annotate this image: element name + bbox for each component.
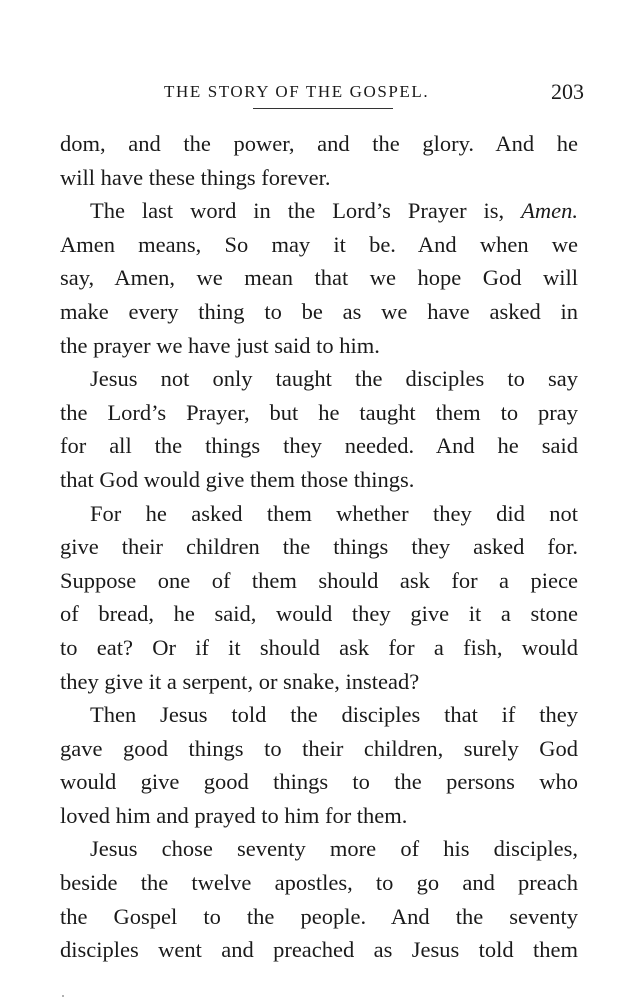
- paragraph: [60, 194, 578, 362]
- text-line: Jesus chose seventy more of his disciples,: [90, 836, 578, 862]
- text-line: would give good things to the persons who: [60, 769, 578, 795]
- text-line-start: The last word in the Lord’s Prayer is,: [90, 198, 522, 224]
- paragraph: [60, 832, 578, 966]
- text-line: dom, and the power, and the glory. And he: [60, 131, 578, 156]
- running-head: [60, 80, 584, 110]
- text-line: they give it a serpent, or snake, instead?: [60, 668, 420, 694]
- text-line: loved him and prayed to him for them.: [60, 802, 408, 828]
- text-line: [60, 194, 578, 228]
- text-line: beside the twelve apostles, to go and preach: [60, 870, 578, 896]
- text-line: Suppose one of them should ask for a piece: [60, 567, 578, 593]
- text-line: gave good things to their children, surely God: [60, 735, 578, 761]
- paper-speck: [62, 995, 64, 997]
- emphasis-word: Amen.: [521, 198, 578, 224]
- page-number: 203: [551, 79, 584, 104]
- text-line: disciples went and preached as Jesus told them: [60, 937, 578, 963]
- paragraph: [60, 698, 578, 832]
- paragraph: [60, 497, 578, 699]
- header-rule: [253, 108, 393, 109]
- text-line: that God would give them those things.: [60, 466, 415, 492]
- text-line: say, Amen, we mean that we hope God will: [60, 265, 578, 291]
- paragraph: [60, 362, 578, 496]
- paragraph: [60, 127, 578, 194]
- text-line: give their children the things they asked for.: [60, 534, 578, 560]
- running-title: THE STORY OF THE GOSPEL.: [164, 82, 430, 101]
- body-text: [60, 127, 578, 967]
- text-line: will have these things forever.: [60, 164, 331, 190]
- text-line: the Lord’s Prayer, but he taught them to pray: [60, 399, 578, 425]
- text-line: Amen means, So may it be. And when we: [60, 231, 578, 257]
- text-line: to eat? Or if it should ask for a fish, would: [60, 634, 578, 660]
- text-line: Jesus not only taught the disciples to say: [90, 366, 578, 392]
- text-line: the Gospel to the people. And the seventy: [60, 903, 578, 929]
- text-line: Then Jesus told the disciples that if they: [90, 702, 578, 728]
- text-line: make every thing to be as we have asked in: [60, 298, 578, 324]
- text-line: the prayer we have just said to him.: [60, 332, 380, 358]
- text-line: of bread, he said, would they give it a stone: [60, 601, 578, 627]
- text-line: For he asked them whether they did not: [90, 500, 578, 526]
- text-line: for all the things they needed. And he said: [60, 433, 578, 459]
